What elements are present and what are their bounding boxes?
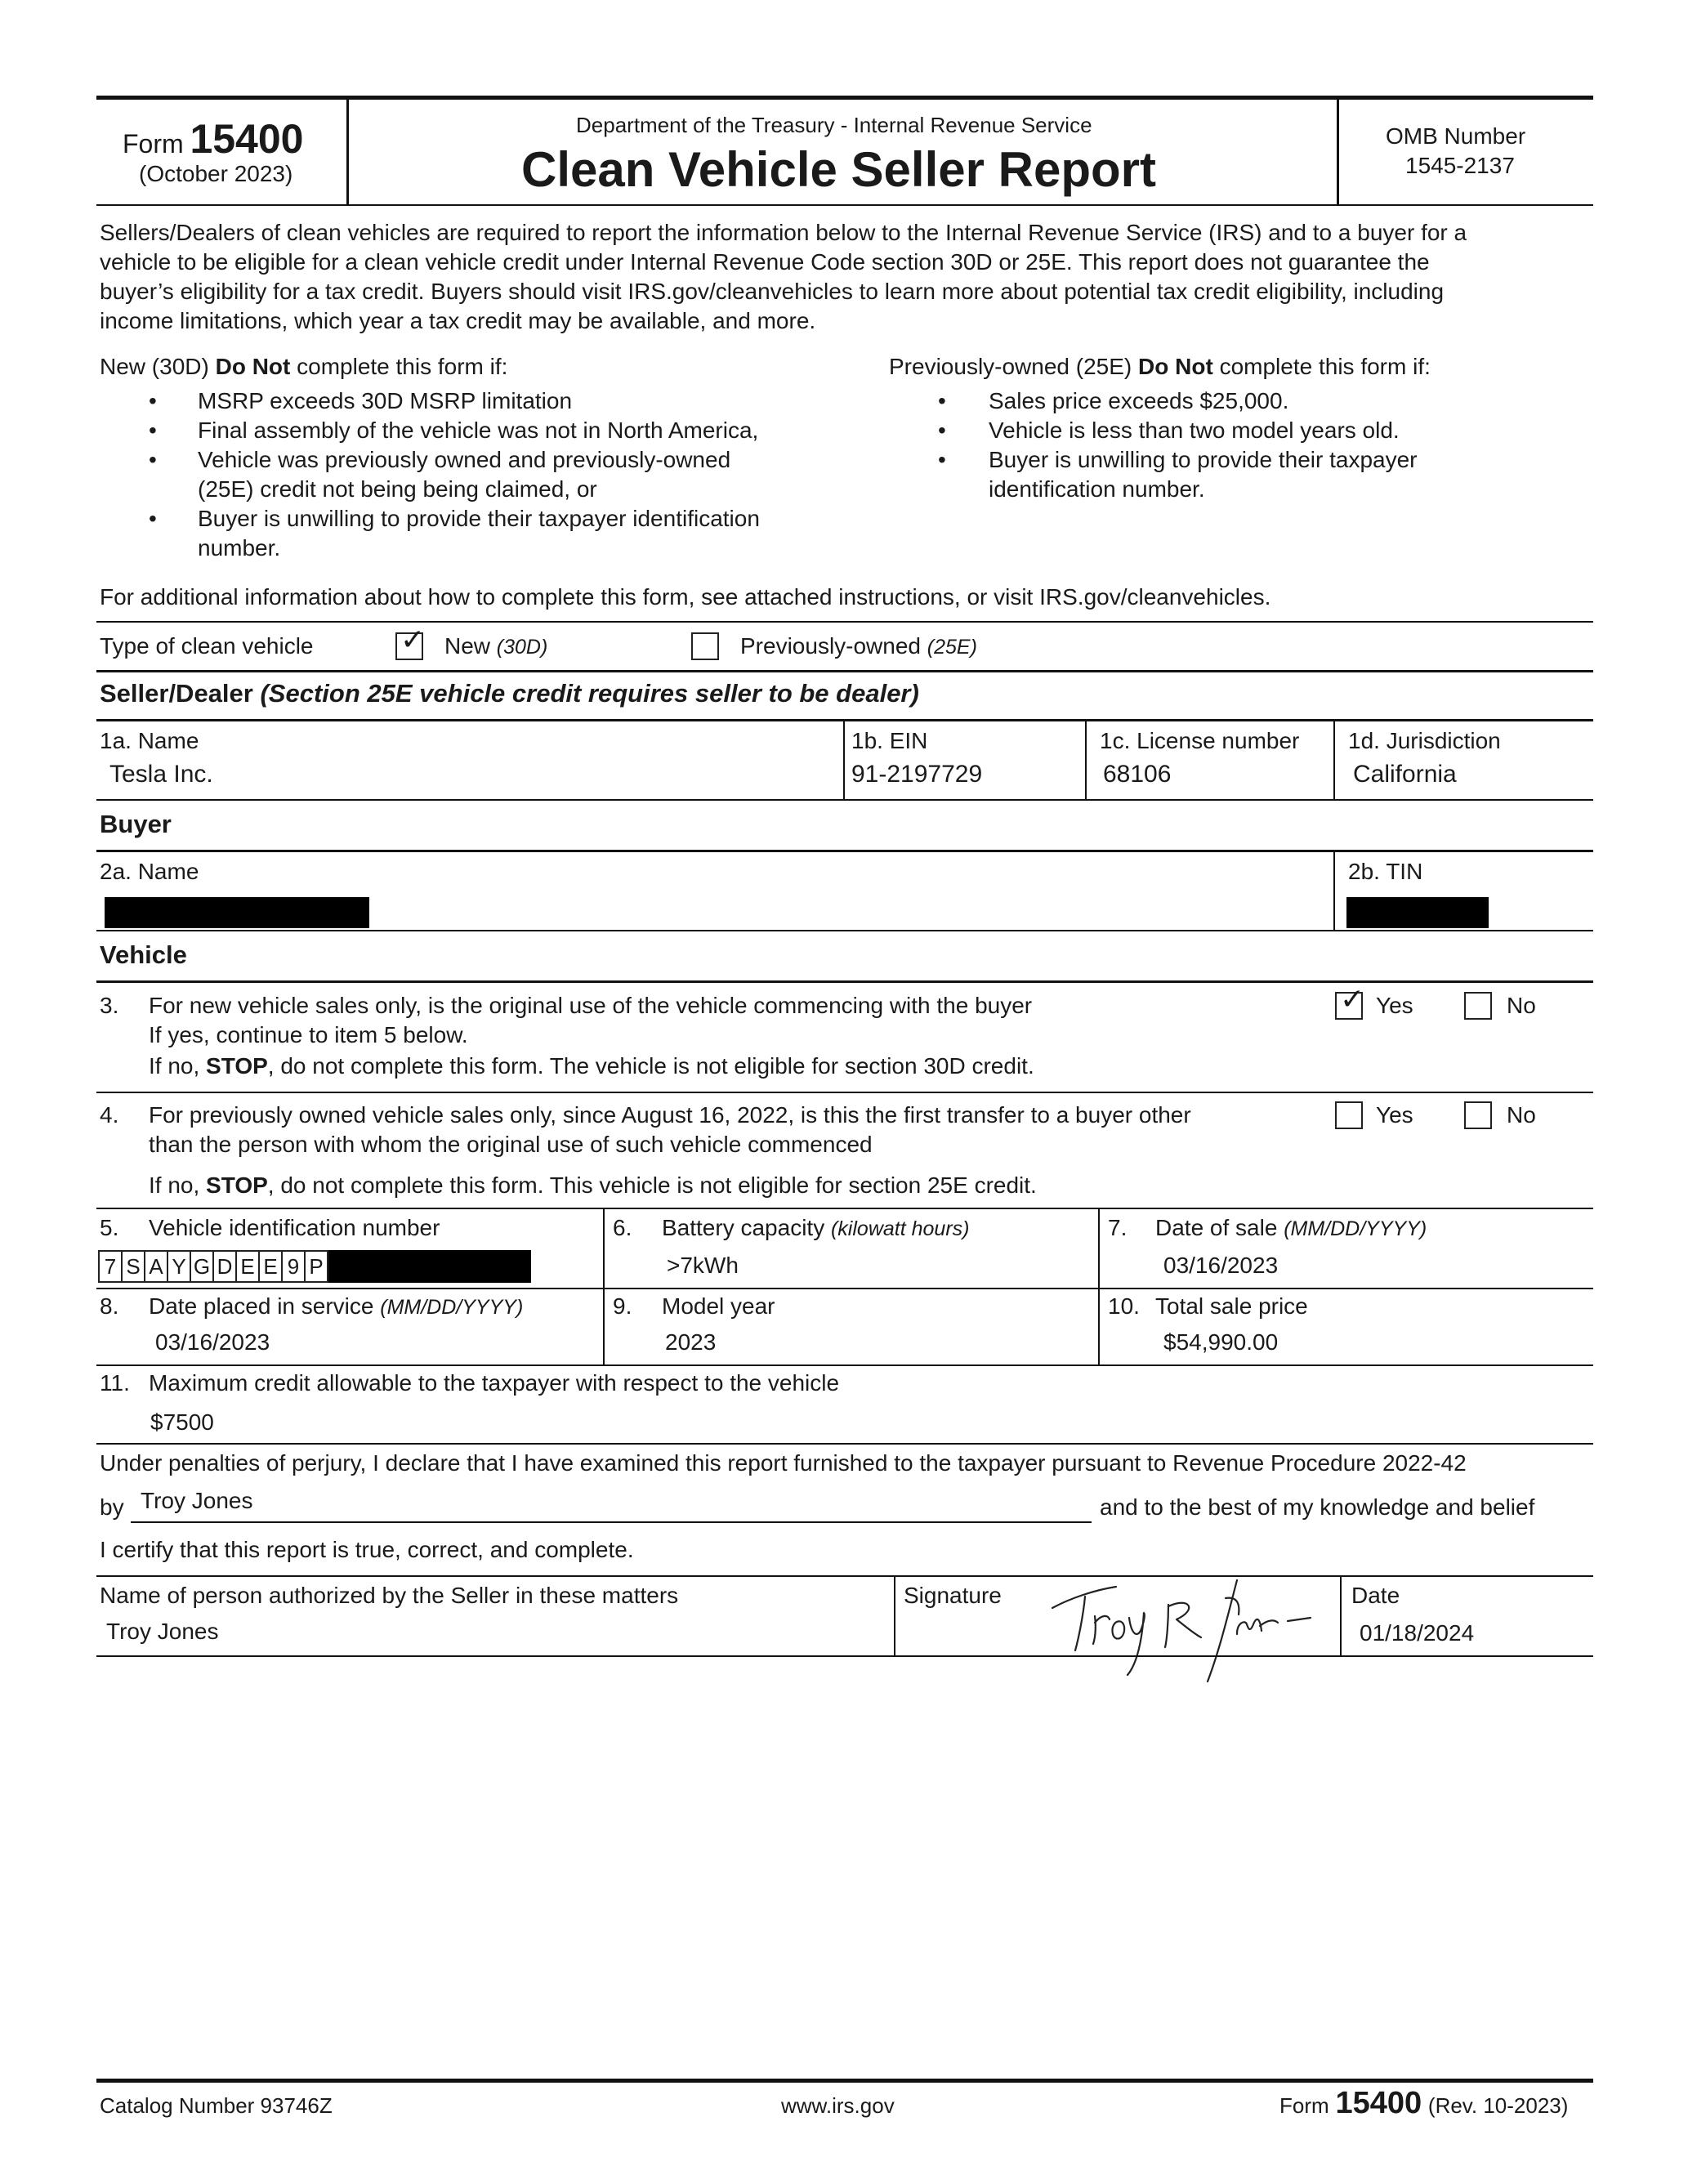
seller-ein-label: 1b. EIN bbox=[851, 728, 928, 753]
prev-condition-item: Buyer is unwilling to provide their taxpayer bbox=[989, 447, 1418, 472]
prev-label: Previously-owned bbox=[740, 633, 921, 659]
price-number: 10. bbox=[1108, 1293, 1140, 1319]
signature-label: Signature bbox=[904, 1583, 1002, 1608]
prev-condition-item: Sales price exceeds $25,000. bbox=[989, 388, 1289, 413]
department-line: Department of the Treasury - Internal Revenue Service bbox=[576, 113, 1092, 137]
bullet-icon: • bbox=[149, 506, 157, 531]
new-heading-bold: Do Not bbox=[215, 354, 291, 379]
bullet-icon: • bbox=[149, 418, 157, 443]
service-date-number: 8. bbox=[100, 1293, 119, 1319]
battery-label-text: Battery capacity bbox=[662, 1215, 825, 1240]
vehicle-section-heading: Vehicle bbox=[100, 940, 187, 969]
vin-number: 5. bbox=[100, 1215, 119, 1240]
new-30d-label bbox=[444, 632, 547, 660]
vin-redaction bbox=[328, 1250, 531, 1283]
authorized-name-label: Name of person authorized by the Seller in these matters bbox=[100, 1583, 679, 1608]
new-code: (30D) bbox=[496, 636, 548, 659]
checkmark-icon: ✓ bbox=[1340, 983, 1365, 1016]
rule bbox=[96, 1443, 1593, 1445]
page-title: Clean Vehicle Seller Report bbox=[521, 142, 1156, 197]
q3-no-checkbox[interactable] bbox=[1464, 992, 1492, 1020]
sale-date-label-text: Date of sale bbox=[1155, 1215, 1278, 1240]
buyer-tin-redaction bbox=[1346, 897, 1489, 928]
q4-no-checkbox[interactable] bbox=[1464, 1101, 1492, 1129]
header-bottom-rule bbox=[96, 204, 1593, 206]
q4-line3-post: , do not complete this form. This vehicle is not eligible for section 25E credit. bbox=[267, 1172, 1037, 1198]
new-condition-item: Buyer is unwilling to provide their taxpayer identification bbox=[198, 506, 760, 531]
q4-no-label: No bbox=[1507, 1102, 1536, 1128]
declaration-by-label: by bbox=[100, 1494, 124, 1520]
q3-number: 3. bbox=[100, 993, 119, 1018]
q4-line-2: than the person with whom the original use of such vehicle commenced bbox=[149, 1132, 873, 1157]
battery-unit: (kilowatt hours) bbox=[830, 1217, 970, 1240]
bullet-icon: • bbox=[149, 388, 157, 413]
by-underline bbox=[131, 1521, 1092, 1523]
divider bbox=[1340, 1577, 1342, 1655]
rule bbox=[96, 1288, 1593, 1289]
declaration-by-value[interactable]: Troy Jones bbox=[141, 1488, 253, 1513]
bullet-icon: • bbox=[938, 447, 946, 472]
vin-char-box: 9 bbox=[281, 1250, 306, 1283]
prev-heading-post: complete this form if: bbox=[1212, 354, 1431, 379]
model-year-number: 9. bbox=[613, 1293, 632, 1319]
credit-number: 11. bbox=[100, 1370, 130, 1396]
rule bbox=[96, 719, 1593, 721]
vin-char-box: E bbox=[258, 1250, 283, 1283]
q3-no-label: No bbox=[1507, 993, 1536, 1018]
seller-license-label: 1c. License number bbox=[1100, 728, 1300, 753]
checkmark-icon: ✓ bbox=[400, 623, 426, 657]
divider bbox=[1085, 721, 1087, 799]
new-condition-item: MSRP exceeds 30D MSRP limitation bbox=[198, 388, 573, 413]
seller-name-label: 1a. Name bbox=[100, 728, 199, 753]
date-value[interactable]: 01/18/2024 bbox=[1360, 1620, 1475, 1646]
rule bbox=[96, 850, 1593, 852]
divider bbox=[1333, 851, 1335, 930]
handwritten-signature bbox=[1046, 1565, 1315, 1688]
vin-field[interactable] bbox=[98, 1250, 601, 1283]
header-top-rule bbox=[96, 96, 1593, 100]
rule bbox=[96, 670, 1593, 672]
divider bbox=[894, 1577, 895, 1655]
credit-label: Maximum credit allowable to the taxpayer with respect to the vehicle bbox=[149, 1370, 840, 1396]
rule bbox=[96, 1092, 1593, 1093]
rule bbox=[96, 930, 1593, 931]
rule bbox=[96, 1575, 1593, 1577]
battery-number: 6. bbox=[613, 1215, 632, 1240]
buyer-tin-label: 2b. TIN bbox=[1348, 859, 1423, 884]
form-number: 15400 bbox=[190, 116, 304, 162]
new-conditions-heading bbox=[100, 353, 507, 381]
q3-line-3 bbox=[149, 1052, 1034, 1080]
q4-line3-pre: If no, bbox=[149, 1172, 207, 1198]
service-date-label bbox=[149, 1293, 523, 1320]
new-condition-item-cont: number. bbox=[198, 535, 281, 561]
service-date-value[interactable]: 03/16/2023 bbox=[155, 1329, 270, 1355]
credit-value[interactable]: $7500 bbox=[150, 1409, 214, 1435]
rule bbox=[96, 621, 1593, 623]
intro-line-4: income limitations, which year a tax credit may be available, and more. bbox=[100, 308, 816, 333]
footer-form-number: 15400 bbox=[1335, 2086, 1422, 2120]
q4-stop: STOP bbox=[206, 1172, 268, 1198]
footer-form-id bbox=[1279, 2085, 1568, 2123]
new-condition-item: Final assembly of the vehicle was not in North America, bbox=[198, 418, 759, 443]
battery-label bbox=[662, 1214, 969, 1242]
battery-value[interactable]: >7kWh bbox=[667, 1253, 739, 1278]
model-year-label: Model year bbox=[662, 1293, 775, 1319]
q3-line3-pre: If no, bbox=[149, 1053, 207, 1079]
sale-date-number: 7. bbox=[1108, 1215, 1128, 1240]
bullet-icon: • bbox=[938, 418, 946, 443]
seller-jurisdiction-label: 1d. Jurisdiction bbox=[1348, 728, 1501, 753]
q4-line-1: For previously owned vehicle sales only, since August 16, 2022, is this the first transfer to a buyer other bbox=[149, 1102, 1191, 1128]
vin-char-box: Y bbox=[167, 1250, 191, 1283]
prev-conditions-heading bbox=[889, 353, 1431, 381]
vin-char-box: G bbox=[190, 1250, 214, 1283]
footer-rule bbox=[96, 2079, 1593, 2083]
declaration-line-1: Under penalties of perjury, I declare that I have examined this report furnished to the taxpayer pursuant to Revenue Procedure 2022-42 bbox=[100, 1450, 1467, 1476]
prev-code: (25E) bbox=[927, 636, 977, 659]
footer-rev: (Rev. 10-2023) bbox=[1427, 2093, 1569, 2118]
additional-info: For additional information about how to complete this form, see attached instructions, or visit IRS.gov/cleanvehicles. bbox=[100, 584, 1271, 610]
vin-label: Vehicle identification number bbox=[149, 1215, 440, 1240]
buyer-name-redaction bbox=[105, 897, 369, 928]
prev-condition-item: Vehicle is less than two model years old. bbox=[989, 418, 1400, 443]
seller-name-value[interactable]: Tesla Inc. bbox=[109, 761, 213, 788]
declaration-line-2: and to the best of my knowledge and belief bbox=[1100, 1494, 1535, 1520]
form-prefix: Form bbox=[123, 129, 184, 159]
bullet-icon: • bbox=[938, 388, 946, 413]
header-divider-right bbox=[1337, 98, 1339, 206]
service-date-format: (MM/DD/YYYY) bbox=[380, 1296, 524, 1319]
website-link[interactable]: www.irs.gov bbox=[781, 2093, 895, 2118]
prev-heading-bold: Do Not bbox=[1138, 354, 1213, 379]
q4-yes-label: Yes bbox=[1376, 1102, 1413, 1128]
intro-line-2: vehicle to be eligible for a clean vehicle credit under Internal Revenue Code section 30D or 25E. This report does not guarantee the bbox=[100, 249, 1430, 275]
rule bbox=[96, 1655, 1593, 1657]
new-heading-post: complete this form if: bbox=[290, 354, 508, 379]
catalog-number: Catalog Number 93746Z bbox=[100, 2093, 333, 2118]
buyer-section-heading: Buyer bbox=[100, 810, 172, 838]
header-divider-left bbox=[346, 98, 349, 206]
vin-char-box: 7 bbox=[98, 1250, 123, 1283]
vin-char-box: D bbox=[212, 1250, 237, 1283]
prev-condition-item-cont: identification number. bbox=[989, 476, 1205, 502]
price-value[interactable]: $54,990.00 bbox=[1163, 1329, 1279, 1355]
sale-date-label bbox=[1155, 1214, 1427, 1242]
q3-yes-label: Yes bbox=[1376, 993, 1413, 1018]
signature-image bbox=[1046, 1565, 1315, 1688]
omb-label: OMB Number bbox=[1386, 123, 1526, 149]
date-label: Date bbox=[1351, 1583, 1400, 1608]
model-year-value[interactable]: 2023 bbox=[665, 1329, 717, 1355]
footer-form-prefix: Form bbox=[1279, 2093, 1329, 2118]
q4-line-3 bbox=[149, 1172, 1037, 1199]
declaration-line-3: I certify that this report is true, correct, and complete. bbox=[100, 1537, 634, 1562]
vin-char-box: S bbox=[121, 1250, 145, 1283]
intro-line-1: Sellers/Dealers of clean vehicles are required to report the information below to the Internal Revenue Service (IRS) and to a buyer for a bbox=[100, 220, 1467, 245]
q3-line-2: If yes, continue to item 5 below. bbox=[149, 1022, 468, 1047]
q3-yes-checkbox[interactable] bbox=[1335, 983, 1365, 1020]
q3-line3-post: , do not complete this form. The vehicle is not eligible for section 30D credit. bbox=[267, 1053, 1034, 1079]
rule bbox=[96, 1364, 1593, 1366]
intro-line-3: buyer’s eligibility for a tax credit. Buyers should visit IRS.gov/cleanvehicles to learn more about potential tax credit eligibility, including bbox=[100, 279, 1445, 304]
prev-owned-25e-checkbox[interactable] bbox=[691, 632, 719, 660]
omb-number: 1545-2137 bbox=[1405, 153, 1515, 178]
price-label: Total sale price bbox=[1155, 1293, 1308, 1319]
authorized-name-value[interactable]: Troy Jones bbox=[106, 1619, 219, 1644]
new-heading-pre: New (30D) bbox=[100, 354, 216, 379]
rule bbox=[96, 980, 1593, 983]
q4-number: 4. bbox=[100, 1102, 119, 1128]
rule bbox=[96, 799, 1593, 801]
prev-heading-pre: Previously-owned (25E) bbox=[889, 354, 1139, 379]
vin-char-box: E bbox=[235, 1250, 260, 1283]
seller-ein-value[interactable]: 91-2197729 bbox=[851, 761, 983, 788]
seller-jurisdiction-value[interactable]: California bbox=[1353, 761, 1457, 788]
new-30d-checkbox[interactable] bbox=[395, 623, 426, 660]
form-number-block bbox=[123, 114, 303, 163]
seller-heading-note: (Section 25E vehicle credit requires seller to be dealer) bbox=[260, 679, 919, 708]
seller-license-value[interactable]: 68106 bbox=[1103, 761, 1172, 788]
q3-stop: STOP bbox=[206, 1053, 268, 1079]
prev-owned-25e-label bbox=[740, 632, 977, 660]
new-condition-item-cont: (25E) credit not being being claimed, or bbox=[198, 476, 597, 502]
vehicle-type-label: Type of clean vehicle bbox=[100, 633, 314, 659]
q4-yes-checkbox[interactable] bbox=[1335, 1101, 1363, 1129]
divider bbox=[1333, 721, 1335, 799]
divider bbox=[843, 721, 845, 799]
bullet-icon: • bbox=[149, 447, 157, 472]
sale-date-value[interactable]: 03/16/2023 bbox=[1163, 1253, 1279, 1278]
sale-date-format: (MM/DD/YYYY) bbox=[1284, 1217, 1427, 1240]
seller-section-heading bbox=[100, 678, 919, 708]
rule bbox=[96, 1208, 1593, 1209]
vin-char-box: P bbox=[304, 1250, 328, 1283]
form-date: (October 2023) bbox=[139, 161, 293, 186]
vin-char-box: A bbox=[144, 1250, 168, 1283]
new-condition-item: Vehicle was previously owned and previously-owned bbox=[198, 447, 731, 472]
buyer-name-label: 2a. Name bbox=[100, 859, 199, 884]
service-date-label-text: Date placed in service bbox=[149, 1293, 374, 1319]
new-label: New bbox=[444, 633, 491, 659]
q3-line-1: For new vehicle sales only, is the original use of the vehicle commencing with the buyer bbox=[149, 993, 1033, 1018]
seller-heading: Seller/Dealer bbox=[100, 679, 253, 708]
